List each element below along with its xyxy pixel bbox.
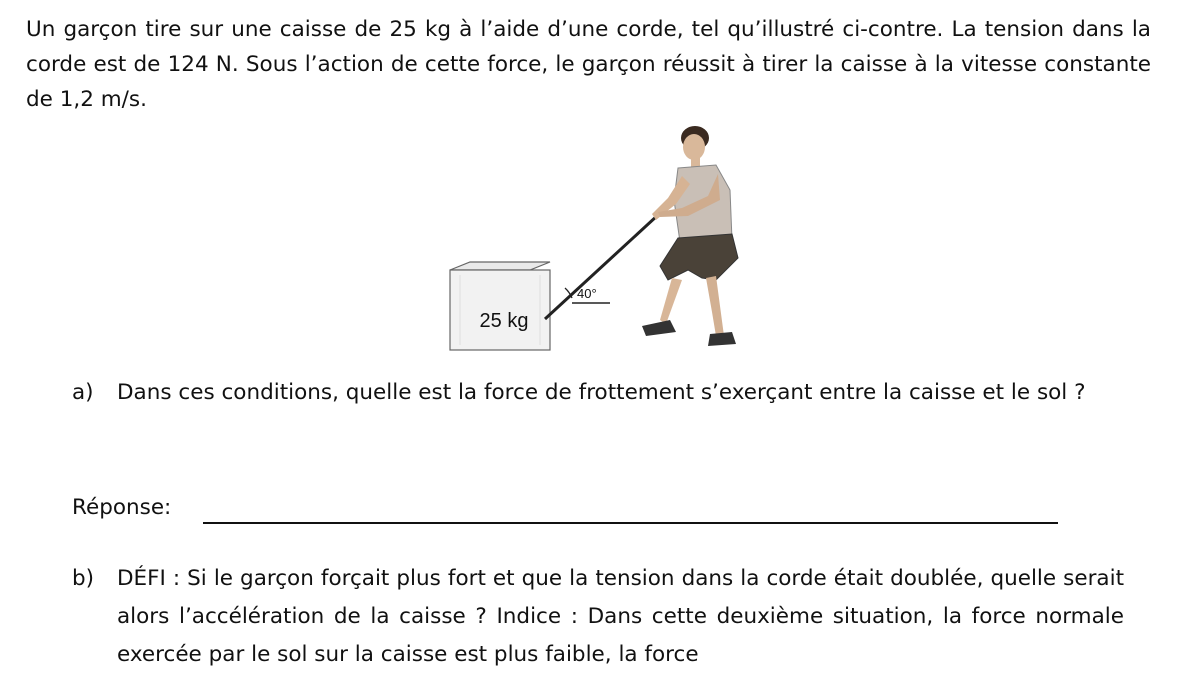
- boy-figure: [642, 126, 738, 346]
- question-a-text: Dans ces conditions, quelle est la force de frottement s’exerçant entre la caisse et le sol ?: [117, 380, 1086, 405]
- question-a: [72, 374, 1124, 454]
- angle-label: 40°: [577, 286, 597, 301]
- answer-line[interactable]: [203, 504, 1058, 524]
- crate-mass-label: 25 kg: [479, 310, 529, 332]
- problem-statement: Un garçon tire sur une caisse de 25 kg à l’aide d’une corde, tel qu’illustré ci-contre. La tension dans la corde est de 124 N. Sous l’action de cette force, le garçon réussit à tirer la caisse à la vitesse constante de 1,2 m/s.: [26, 17, 1151, 112]
- question-b-text: DÉFI : Si le garçon forçait plus fort et que la tension dans la corde était doublée, quelle serait alors l’accélération de la caisse ? Indice : Dans cette deuxième situation, la force normale exercée par le sol sur la caisse est plus faible, la force: [117, 566, 1124, 667]
- question-b: [72, 560, 1124, 690]
- question-a-label: a): [72, 380, 94, 405]
- figure-boy-pulling-crate: [420, 120, 740, 360]
- crate: [450, 262, 550, 350]
- response-label: Réponse:: [72, 495, 172, 520]
- question-b-label: b): [72, 566, 95, 591]
